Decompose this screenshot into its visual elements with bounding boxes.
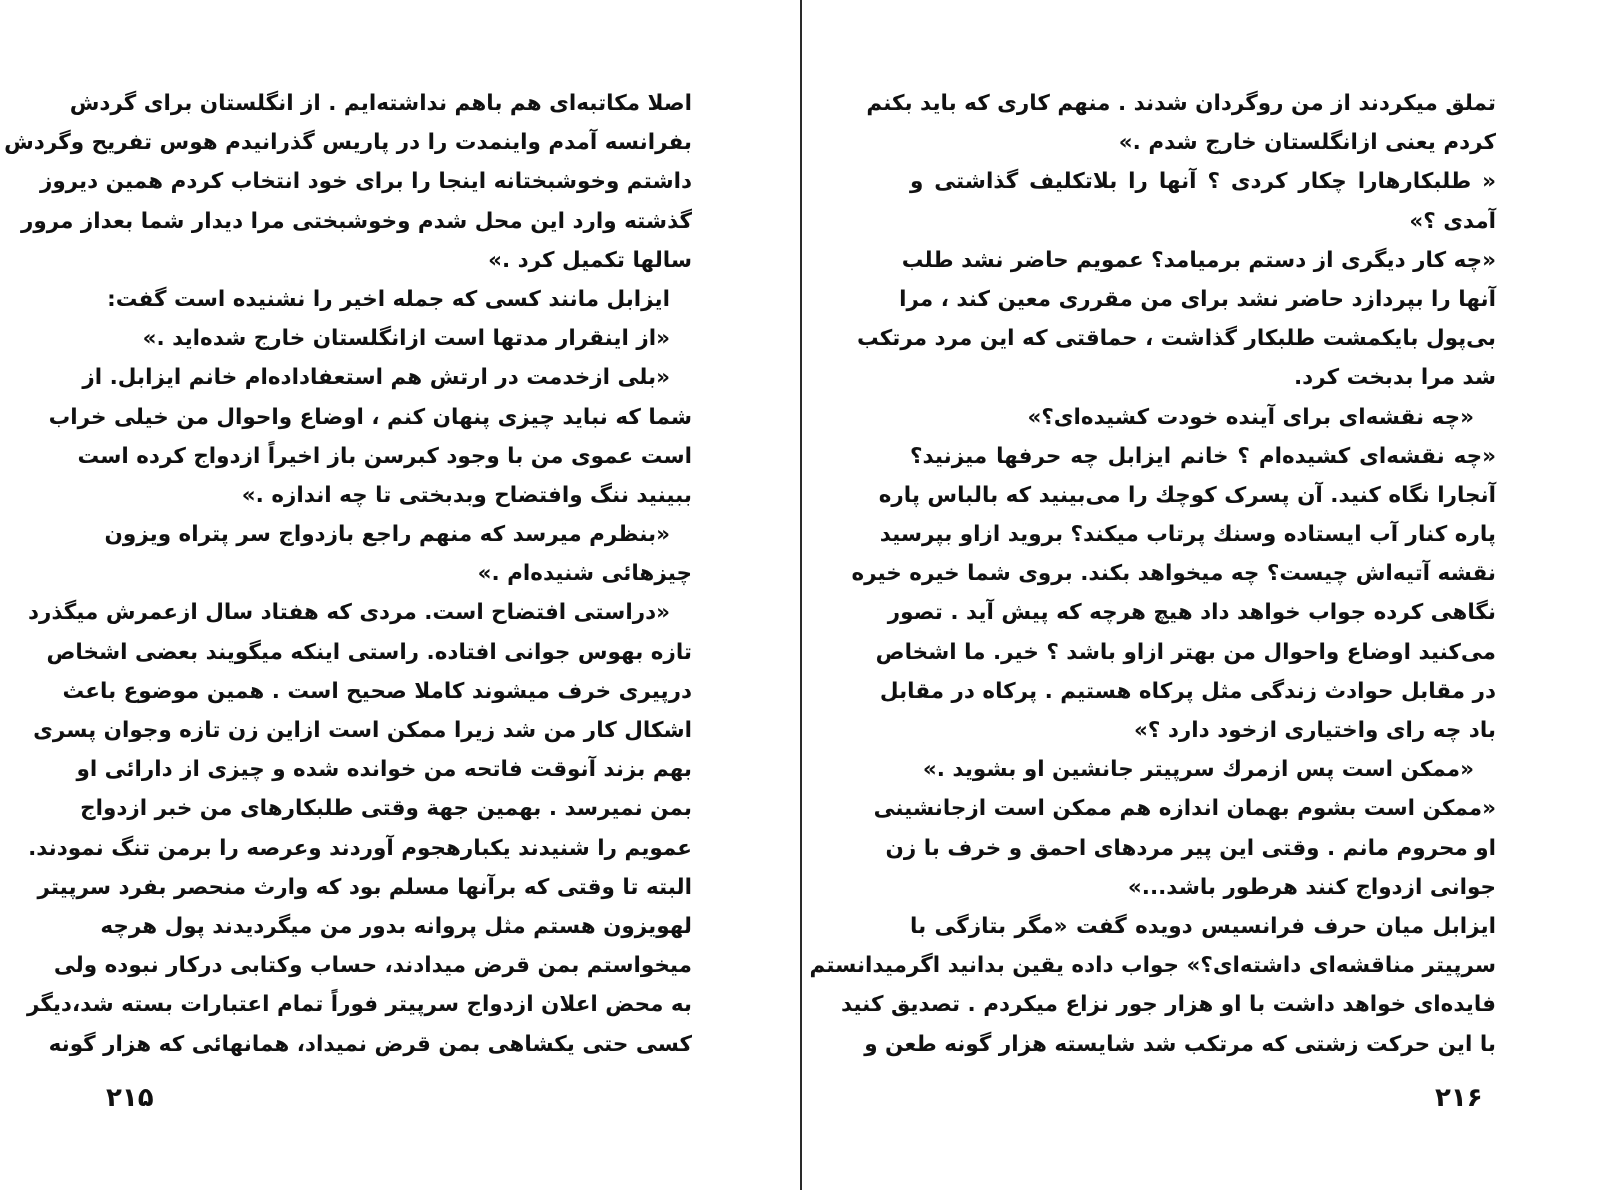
text-line: کردم یعنی ازانگلستان خارج شدم .» — [1118, 130, 1496, 156]
text-line: آنجارا نگاه کنید. آن پسرک کوچك را می‌بینید که بالباس پاره — [878, 482, 1496, 508]
text-line: جوانی ازدواج کنند هرطور باشد...» — [1127, 874, 1496, 900]
text-line: «دراستی افتضاح است. مردی که هفتاد سال ازعمرش میگذرد — [27, 600, 670, 626]
text-line: اشکال کار من شد زیرا ممکن است ازاین زن تازه وجوان پسری — [33, 718, 692, 743]
text-line: پاره کنار آب ایستاده وسنك پرتاب میکند؟ بروید ازاو بپرسید — [879, 522, 1496, 548]
text-line: است عموی من با وجود کبرسن باز اخیراً ازدواج کرده است — [77, 443, 692, 469]
text-line: ایزابل میان حرف فرانسیس دویده گفت «مگر بتازگی با — [910, 913, 1496, 939]
text-line: میخواستم بمن قرض میدادند، حساب وکتابی درکار نبوده ولی — [53, 953, 692, 979]
text-line: گذشته وارد این محل شدم وخوشبختی مرا دیدار شما بعداز مرور — [20, 208, 692, 234]
text-line: درپیری خرف میشوند کاملا صحیح است . همین موضوع باعث — [62, 678, 692, 704]
text-line: تازه بهوس جوانی افتاده. راستی اینکه میگویند بعضی اشخاص — [46, 639, 692, 665]
right-page-text — [809, 84, 1496, 1064]
text-line: می‌کنید اوضاع واحوال من بهتر ازاو باشد ؟ خیر. ما اشخاص — [875, 639, 1496, 665]
text-line: «بنظرم میرسد که منهم راجع بازدواج سر پتراه ویزون — [104, 522, 670, 548]
text-line: بی‌پول بایکمشت طلبکار گذاشت ، حماقتی که این مرد مرتکب — [857, 326, 1496, 352]
text-line: بمن نمیرسد . بهمین جهة وقتی طلبکارهای من خبر ازدواج — [80, 796, 692, 822]
text-line: «از اینقرار مدتها است ازانگلستان خارج شده‌اید .» — [142, 326, 670, 352]
text-line: «چه کار دیگری از دستم برمیامد؟ عمویم حاضر نشد طلب — [901, 247, 1496, 273]
text-line: ایزابل مانند کسی که جمله اخیر را نشنیده است گفت: — [107, 286, 670, 312]
text-line: تملق میکردند از من روگردان شدند . منهم کاری که باید بکنم — [866, 91, 1496, 116]
text-line: داشتم وخوشبختانه اینجا را برای خود انتخاب کردم همین دیروز — [39, 169, 692, 195]
text-line: کسی حتی یکشاهی بمن قرض نمیداد، همانهائی که هزار گونه — [48, 1031, 692, 1057]
text-line: «بلی ازخدمت در ارتش هم استعفاداده‌ام خانم ایزابل. از — [82, 365, 670, 391]
text-line: «چه نقشه‌ای کشیده‌ام ؟ خانم ایزابل چه حرفها میزنید؟ — [910, 443, 1496, 469]
text-line: به محض اعلان ازدواج سرپیتر فوراً تمام اعتبارات بسته شد،دیگر — [26, 992, 692, 1018]
text-line: اصلا مکاتبه‌ای هم باهم نداشته‌ایم . از انگلستان برای گردش — [69, 91, 692, 116]
text-line: « طلبکارهارا چکار کردی ؟ آنها را بلاتکلیف گذاشتی و — [910, 169, 1496, 195]
text-line: باد چه رای واختیاری ازخود دارد ؟» — [1134, 718, 1496, 743]
text-line: «چه نقشه‌ای برای آینده خودت کشیده‌ای؟» — [1027, 404, 1474, 430]
text-line: بفرانسه آمدم واینمدت را در پاریس گذرانیدم هوس تفریح وگردش — [4, 130, 692, 156]
text-line: شما که نباید چیزی پنهان کنم ، اوضاع واحوال من خیلی خراب — [48, 404, 692, 430]
text-line: چیزهائی شنیده‌ام .» — [477, 561, 692, 587]
right-page-number: ۲۱۶ — [1435, 1083, 1483, 1113]
text-line: نقشه آتیه‌اش چیست؟ چه میخواهد بکند. بروی شما خیره خیره — [851, 561, 1496, 587]
text-line: لهویزون هستم مثل پروانه بدور من میگردیدند پول هرچه — [100, 913, 692, 939]
right-page — [802, 0, 1600, 1190]
text-line: آمدی ؟» — [1409, 208, 1496, 234]
text-line: ببینید ننگ وافتضاح وبدبختی تا چه اندازه .» — [241, 482, 692, 508]
text-line: سرپیتر مناقشه‌ای داشته‌ای؟» جواب داده یقین بدانید اگرمیدانستم — [809, 953, 1496, 979]
left-page-number: ۲۱۵ — [106, 1083, 154, 1113]
text-line: با این حرکت زشتی که مرتکب شد شایسته هزار گونه طعن و — [864, 1031, 1496, 1057]
text-line: شد مرا بدبخت کرد. — [1294, 365, 1496, 391]
text-line: «ممکن است پس ازمرك سرپیتر جانشین او بشوید .» — [922, 757, 1474, 783]
text-line: البته تا وقتی که برآنها مسلم بود که وارث منحصر بفرد سرپیتر — [37, 874, 692, 900]
text-line: بهم بزند آنوقت فاتحه من خوانده شده و چیزی از دارائی او — [76, 757, 692, 783]
text-line: او محروم مانم . وقتی این پیر مردهای احمق و خرف با زن — [885, 835, 1496, 861]
left-page-text — [4, 84, 692, 1064]
text-line: عمویم را شنیدند یکبارهجوم آوردند وعرصه را برمن تنگ نمودند. — [28, 835, 692, 861]
text-line: فایده‌ای خواهد داشت با او هزار جور نزاع میکردم . تصدیق کنید — [840, 992, 1496, 1018]
text-line: در مقابل حوادث زندگی مثل پرکاه هستیم . پرکاه در مقابل — [879, 678, 1496, 704]
text-line: آنها را بپردازد حاضر نشد برای من مقرری معین کند ، مرا — [899, 286, 1496, 312]
text-line: «ممکن است بشوم بهمان اندازه هم ممکن است ازجانشینی — [873, 796, 1496, 822]
text-line: نگاهی کرده جواب خواهد داد هیچ هرچه که پیش آید . تصور — [887, 600, 1496, 626]
text-line: سالها تکمیل کرد .» — [488, 247, 692, 273]
